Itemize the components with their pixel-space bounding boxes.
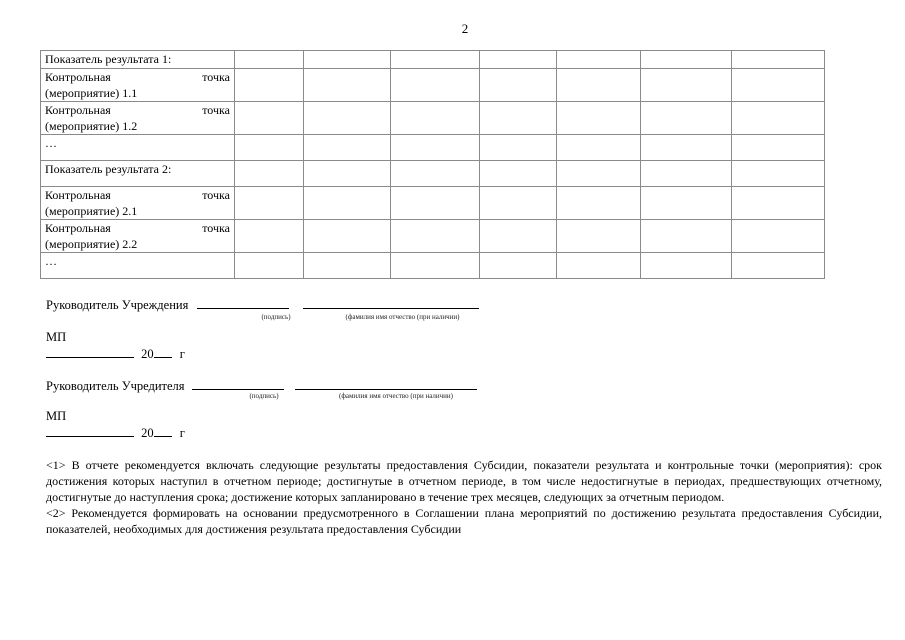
row-label-cell	[41, 69, 235, 102]
empty-cell	[304, 135, 391, 161]
empty-cell	[732, 220, 825, 253]
signature-line	[197, 297, 289, 309]
empty-cell	[235, 69, 304, 102]
signature-line	[192, 378, 284, 390]
empty-cell	[732, 51, 825, 69]
date-row	[46, 346, 185, 362]
empty-cell	[480, 135, 557, 161]
row-label-line2: (мероприятие) 2.1	[45, 204, 138, 218]
empty-cell	[732, 102, 825, 135]
empty-cell	[557, 161, 641, 187]
signature-caption: (подпись)	[249, 392, 279, 400]
empty-cell	[391, 220, 480, 253]
table-row	[41, 135, 825, 161]
empty-cell	[641, 161, 732, 187]
row-label-line2: (мероприятие) 2.2	[45, 237, 138, 251]
row-label-line2: (мероприятие) 1.2	[45, 119, 138, 133]
table-row	[41, 69, 825, 102]
empty-cell	[480, 69, 557, 102]
empty-cell	[235, 135, 304, 161]
empty-cell	[557, 187, 641, 220]
empty-cell	[557, 102, 641, 135]
row-label-cell: Показатель результата 2:	[41, 161, 235, 187]
page-number: 2	[461, 21, 469, 36]
report-table	[40, 50, 825, 279]
empty-cell	[480, 253, 557, 279]
empty-cell	[480, 161, 557, 187]
head-founder-label: Руководитель Учредителя	[46, 379, 185, 393]
empty-cell	[235, 220, 304, 253]
empty-cell	[391, 69, 480, 102]
table-row	[41, 102, 825, 135]
empty-cell	[235, 253, 304, 279]
empty-cell	[557, 220, 641, 253]
name-line	[303, 297, 479, 309]
footnote-2: <2> Рекомендуется формировать на основании предусмотренного в Соглашении плана мероприятий по достижению результата предоставления Субсидии, показателей, необходимых для достижения результата предоставления Субсидии	[46, 506, 882, 536]
date-row	[46, 425, 185, 441]
empty-cell	[480, 220, 557, 253]
year-suffix: г	[179, 426, 185, 440]
date-line	[46, 425, 134, 437]
name-caption: (фамилия имя отчество (при наличии)	[345, 313, 460, 321]
name-caption: (фамилия имя отчество (при наличии)	[338, 392, 454, 400]
empty-cell	[732, 187, 825, 220]
empty-cell	[235, 187, 304, 220]
stamp-label: МП	[46, 409, 67, 423]
table-row	[41, 161, 825, 187]
empty-cell	[391, 102, 480, 135]
row-label-line1: Контрольная точка	[45, 221, 230, 235]
empty-cell	[304, 253, 391, 279]
row-label-line1: Контрольная точка	[45, 70, 230, 84]
empty-cell	[641, 51, 732, 69]
signature-caption: (подпись)	[261, 313, 291, 321]
row-label-cell	[41, 220, 235, 253]
empty-cell	[732, 69, 825, 102]
row-label-line1: Контрольная точка	[45, 188, 230, 202]
head-institution-row	[46, 297, 479, 313]
empty-cell	[391, 253, 480, 279]
empty-cell	[391, 187, 480, 220]
stamp-label: МП	[46, 330, 67, 344]
empty-cell	[391, 51, 480, 69]
date-year: 20	[141, 347, 154, 361]
empty-cell	[641, 69, 732, 102]
row-label-cell	[41, 187, 235, 220]
empty-cell	[480, 187, 557, 220]
empty-cell	[391, 161, 480, 187]
name-line	[295, 378, 477, 390]
empty-cell	[732, 161, 825, 187]
footnote-1: <1> В отчете рекомендуется включать следующие результаты предоставления Субсидии, показатели результата и контрольные точки (мероприятия): срок достижения которых наступил в отчетном периоде; достигнутые в отчетном периоде, в том числе недостигнутые в периодах, предшествующих отчетному, достигнутые до наступления срока; достижение которых запланировано в течение трех месяцев, следующих за отчетным периодом.	[46, 458, 882, 504]
row-label-cell: …	[41, 135, 235, 161]
empty-cell	[304, 220, 391, 253]
table-row	[41, 253, 825, 279]
empty-cell	[480, 51, 557, 69]
empty-cell	[557, 135, 641, 161]
table-row	[41, 220, 825, 253]
empty-cell	[304, 69, 391, 102]
empty-cell	[304, 161, 391, 187]
year-line	[154, 346, 172, 358]
table-row	[41, 51, 825, 69]
empty-cell	[732, 135, 825, 161]
empty-cell	[304, 187, 391, 220]
empty-cell	[480, 102, 557, 135]
empty-cell	[641, 253, 732, 279]
empty-cell	[557, 69, 641, 102]
empty-cell	[235, 51, 304, 69]
empty-cell	[557, 51, 641, 69]
footnotes	[46, 457, 882, 537]
empty-cell	[641, 187, 732, 220]
year-suffix: г	[179, 347, 185, 361]
row-label-line1: Контрольная точка	[45, 103, 230, 117]
row-label-cell: …	[41, 253, 235, 279]
year-line	[154, 425, 172, 437]
date-year: 20	[141, 426, 154, 440]
empty-cell	[391, 135, 480, 161]
empty-cell	[641, 102, 732, 135]
row-label-line2: (мероприятие) 1.1	[45, 86, 138, 100]
empty-cell	[557, 253, 641, 279]
empty-cell	[235, 102, 304, 135]
date-line	[46, 346, 134, 358]
table-row	[41, 187, 825, 220]
empty-cell	[235, 161, 304, 187]
empty-cell	[304, 51, 391, 69]
empty-cell	[304, 102, 391, 135]
row-label-cell: Показатель результата 1:	[41, 51, 235, 69]
empty-cell	[732, 253, 825, 279]
row-label-cell	[41, 102, 235, 135]
empty-cell	[641, 220, 732, 253]
empty-cell	[641, 135, 732, 161]
head-institution-label: Руководитель Учреждения	[46, 298, 189, 312]
